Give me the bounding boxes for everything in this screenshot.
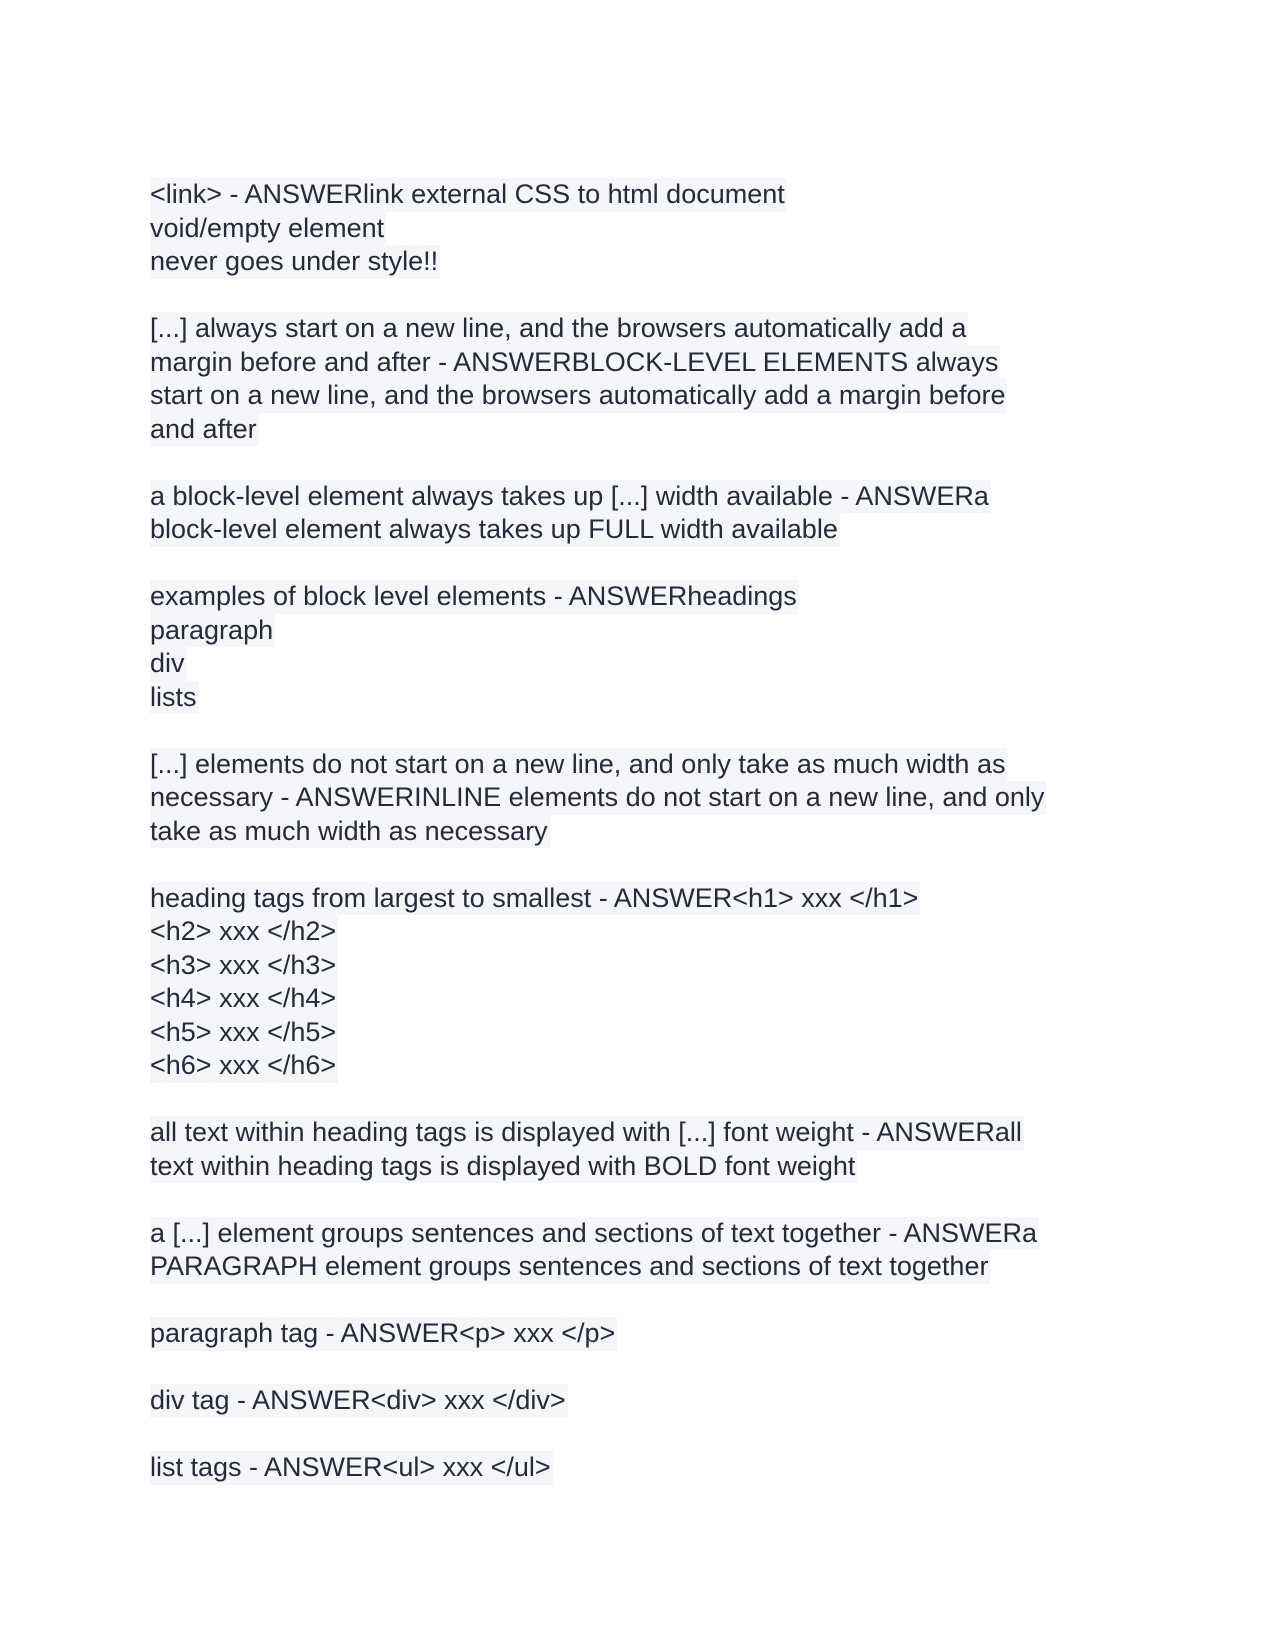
text-line: PARAGRAPH element groups sentences and sections of text together [150,1250,990,1284]
text-line: div tag - ANSWER<div> xxx </div> [150,1384,568,1418]
text-line: examples of block level elements - ANSWERheadings [150,580,799,614]
flashcard-paragraph [150,1384,1150,1418]
text-line: necessary - ANSWERINLINE elements do not start on a new line, and only [150,781,1046,815]
flashcard-paragraph [150,748,1150,849]
text-line: paragraph [150,614,275,648]
text-line: <h4> xxx </h4> [150,982,338,1016]
flashcard-paragraph [150,882,1150,1083]
document-body [150,178,1150,1518]
flashcard-paragraph [150,1116,1150,1183]
text-line: all text within heading tags is displayed with [...] font weight - ANSWERall [150,1116,1024,1150]
text-line: and after [150,413,259,447]
text-line: never goes under style!! [150,245,440,279]
text-line: div [150,647,187,681]
text-line: a [...] element groups sentences and sections of text together - ANSWERa [150,1217,1039,1251]
text-line: <h6> xxx </h6> [150,1049,338,1083]
text-line: [...] always start on a new line, and the browsers automatically add a [150,312,968,346]
text-line: a block-level element always takes up [...] width available - ANSWERa [150,480,991,514]
flashcard-paragraph [150,580,1150,714]
text-line: lists [150,681,199,715]
text-line: heading tags from largest to smallest - ANSWER<h1> xxx </h1> [150,882,920,916]
flashcard-paragraph [150,1317,1150,1351]
text-line: text within heading tags is displayed with BOLD font weight [150,1150,857,1184]
text-line: paragraph tag - ANSWER<p> xxx </p> [150,1317,617,1351]
text-line: void/empty element [150,212,386,246]
text-line: take as much width as necessary [150,815,550,849]
flashcard-paragraph [150,1217,1150,1284]
text-line: <h3> xxx </h3> [150,949,338,983]
text-line: list tags - ANSWER<ul> xxx </ul> [150,1451,553,1485]
text-line: [...] elements do not start on a new line, and only take as much width as [150,748,1007,782]
text-line: <link> - ANSWERlink external CSS to html document [150,178,787,212]
text-line: <h2> xxx </h2> [150,915,338,949]
text-line: start on a new line, and the browsers automatically add a margin before [150,379,1007,413]
flashcard-paragraph [150,1451,1150,1485]
text-line: block-level element always takes up FULL width available [150,513,840,547]
flashcard-paragraph [150,178,1150,279]
flashcard-paragraph [150,480,1150,547]
text-line: <h5> xxx </h5> [150,1016,338,1050]
flashcard-paragraph [150,312,1150,446]
text-line: margin before and after - ANSWERBLOCK-LEVEL ELEMENTS always [150,346,1000,380]
